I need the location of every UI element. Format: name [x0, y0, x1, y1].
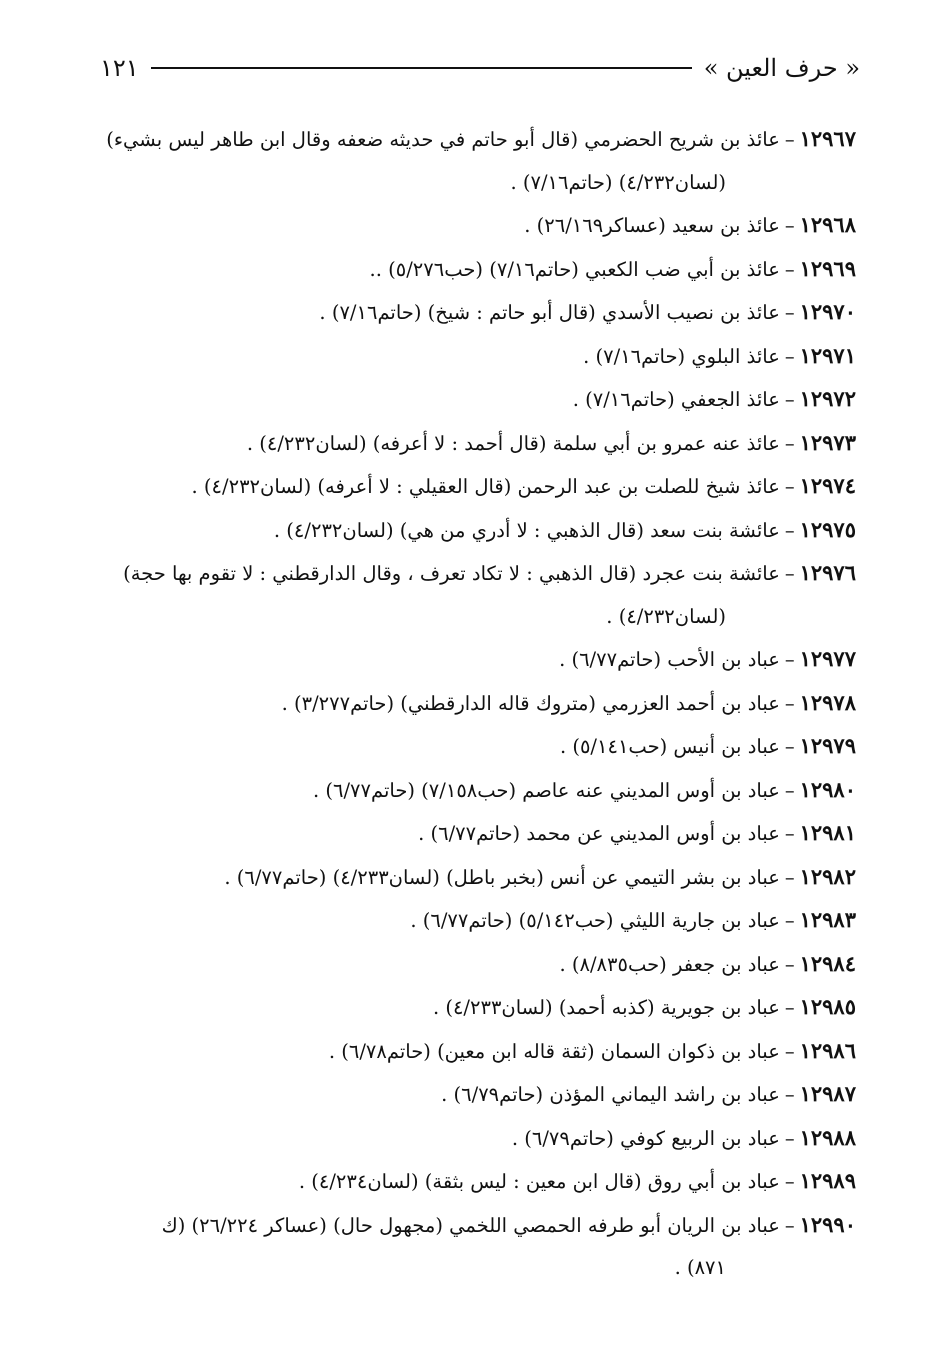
entry-number: ١٢٩٨٥ — [799, 994, 856, 1019]
entry-dash: – — [784, 1126, 795, 1150]
entry-number: ١٢٩٨٢ — [799, 863, 856, 889]
entry-row — [95, 378, 856, 422]
page-header — [100, 50, 860, 86]
entry-text: عباد بن جارية الليثي (حب٥/١٤٢) (حاتم٦/٧٧) . — [410, 909, 780, 932]
entry-text: عباد بن الربيع كوفي (حاتم٦/٧٩) . — [511, 1126, 780, 1150]
entry-dash: – — [784, 301, 795, 324]
entry-dash: – — [784, 128, 795, 151]
entry-text: عباد بن الريان أبو طرفه الحمصي اللخمي (مجهول حال) (عساكر ٢٦/٢٢٤) (ك — [161, 1213, 780, 1237]
entry-text: عائذ بن سعيد (عساكر٢٦/١٦٩) . — [524, 214, 780, 237]
entry-continuation: ٨٧١) . — [674, 1256, 726, 1279]
entry-dash: – — [784, 1039, 795, 1063]
entry-row — [95, 1160, 856, 1204]
entry-text: عباد بن ذكوان السمان (ثقة قاله ابن معين) (حاتم٦/٧٨) . — [328, 1039, 780, 1063]
entry-dash: – — [784, 691, 795, 715]
entry-number: ١٢٩٧٨ — [799, 689, 856, 715]
entry-dash: – — [784, 996, 795, 1019]
entry-number: ١٢٩٨٨ — [799, 1124, 856, 1150]
entry-number: ١٢٩٨٦ — [799, 1037, 856, 1063]
entry-row — [95, 1204, 856, 1290]
entry-text: عباد بن أوس المديني عن محمد (حاتم٦/٧٧) . — [418, 822, 780, 845]
entry-number: ١٢٩٨٤ — [799, 950, 856, 976]
entry-number: ١٢٩٧٩ — [799, 733, 856, 758]
entry-row — [95, 682, 856, 726]
entry-number: ١٢٩٦٩ — [799, 255, 856, 281]
entry-text: عائذ بن نصيب الأسدي (قال أبو حاتم : شيخ) (حاتم٧/١٦) . — [319, 301, 780, 324]
entry-dash: – — [784, 822, 795, 845]
entry-dash: – — [784, 344, 795, 368]
entry-dash: – — [784, 1213, 795, 1237]
entry-dash: – — [784, 909, 795, 932]
entry-row — [95, 899, 856, 943]
entry-text: عائذ الجعفي (حاتم٧/١٦) . — [572, 388, 780, 411]
entry-number: ١٢٩٧٥ — [799, 516, 856, 542]
entry-text: عائذ البلوي (حاتم٧/١٦) . — [583, 344, 780, 368]
entry-number: ١٢٩٧٣ — [799, 429, 856, 455]
entry-dash: – — [784, 1170, 795, 1193]
entry-row — [95, 204, 856, 248]
entry-number: ١٢٩٦٨ — [799, 212, 856, 237]
entry-number: ١٢٩٧٤ — [799, 473, 856, 498]
entry-dash: – — [784, 388, 795, 411]
chapter-title: « حرف العين » — [703, 54, 860, 82]
entry-dash: – — [784, 214, 795, 237]
entry-row — [95, 943, 856, 987]
entry-number: ١٢٩٧٢ — [799, 386, 856, 411]
entry-number: ١٢٩٨٩ — [799, 1168, 856, 1193]
page-number: ١٢١ — [100, 54, 139, 82]
entry-text: عباد بن أبي روق (قال ابن معين : ليس بثقة) (لسان٤/٢٣٤) . — [298, 1170, 780, 1193]
entry-dash: – — [784, 865, 795, 889]
entry-number: ١٢٩٧١ — [799, 342, 856, 368]
header-rule — [151, 67, 692, 69]
entry-row — [95, 725, 856, 769]
entry-text: عباد بن أحمد العزرمي (متروك قاله الدارقطني) (حاتم٣/٢٧٧) . — [281, 691, 780, 715]
entry-dash: – — [784, 1083, 795, 1106]
entry-row — [95, 335, 856, 379]
entry-dash: – — [784, 778, 795, 802]
entry-text: عباد بن أوس المديني عنه عاصم (حب٧/١٥٨) (حاتم٦/٧٧) . — [312, 778, 780, 802]
entry-dash: – — [784, 257, 795, 281]
entry-number: ١٢٩٧٠ — [799, 299, 856, 324]
entry-row — [95, 465, 856, 509]
entry-text: عائشة بنت عجرد (قال الذهبي : لا تكاد تعرف ، وقال الدارقطني : لا تقوم بها حجة) — [123, 562, 780, 585]
entry-row — [95, 118, 856, 204]
entry-row — [95, 1073, 856, 1117]
entry-continuation: (لسان٤/٢٣٢) (حاتم٧/١٦) . — [510, 170, 726, 194]
entry-text: عائذ بن شريح الحضرمي (قال أبو حاتم في حديثه ضعفه وقال ابن طاهر ليس بشيء) — [106, 128, 780, 151]
entry-text: عائشة بنت سعد (قال الذهبي : لا أدري من هي) (لسان٤/٢٣٢) . — [273, 518, 780, 542]
entry-row — [95, 986, 856, 1030]
entry-dash: – — [784, 475, 795, 498]
entry-text: عباد بن راشد اليماني المؤذن (حاتم٦/٧٩) . — [441, 1083, 780, 1106]
entry-row — [95, 509, 856, 553]
entry-row — [95, 638, 856, 682]
entry-dash: – — [784, 735, 795, 758]
entry-continuation: (لسان٤/٢٣٢) . — [606, 604, 726, 628]
entry-row — [95, 422, 856, 466]
entry-text: عائذ بن أبي ضب الكعبي (حاتم٧/١٦) (حب٥/٢٧٦) .. — [369, 257, 780, 281]
entry-row — [95, 291, 856, 335]
entry-number: ١٢٩٨٠ — [799, 776, 856, 802]
entry-row — [95, 1117, 856, 1161]
entry-text: عائذ شيخ للصلت بن عبد الرحمن (قال العقيلي : لا أعرفه) (لسان٤/٢٣٢) . — [191, 475, 780, 498]
entry-dash: – — [784, 562, 795, 585]
entry-number: ١٢٩٨٣ — [799, 907, 856, 932]
entry-text: عباد بن أنيس (حب٥/١٤١) . — [559, 735, 780, 758]
entry-number: ١٢٩٧٦ — [799, 560, 856, 585]
entry-text: عباد بن جويرية (كذبه أحمد) (لسان٤/٢٣٣) . — [432, 996, 780, 1019]
entry-number: ١٢٩٩٠ — [799, 1211, 856, 1237]
entry-row — [95, 1030, 856, 1074]
entry-dash: – — [784, 431, 795, 455]
entry-text: عائذ عنه عمرو بن أبي سلمة (قال أحمد : لا أعرفه) (لسان٤/٢٣٢) . — [246, 431, 780, 455]
entry-row — [95, 248, 856, 292]
entry-list — [95, 118, 856, 1290]
entry-dash: – — [784, 648, 795, 671]
entry-text: عباد بن جعفر (حب٨/٨٣٥) . — [559, 952, 780, 976]
entry-number: ١٢٩٨٧ — [799, 1081, 856, 1106]
entry-dash: – — [784, 518, 795, 542]
entry-dash: – — [784, 952, 795, 976]
entry-row — [95, 856, 856, 900]
entry-text: عباد بن الأحب (حاتم٦/٧٧) . — [559, 648, 780, 671]
entry-row — [95, 812, 856, 856]
entry-number: ١٢٩٨١ — [799, 820, 856, 845]
entry-row — [95, 769, 856, 813]
entry-row — [95, 552, 856, 638]
entry-text: عباد بن بشر التيمي عن أنس (بخبر باطل) (لسان٤/٢٣٣) (حاتم٦/٧٧) . — [224, 865, 780, 889]
entry-number: ١٢٩٧٧ — [799, 646, 856, 671]
entry-number: ١٢٩٦٧ — [799, 126, 856, 151]
